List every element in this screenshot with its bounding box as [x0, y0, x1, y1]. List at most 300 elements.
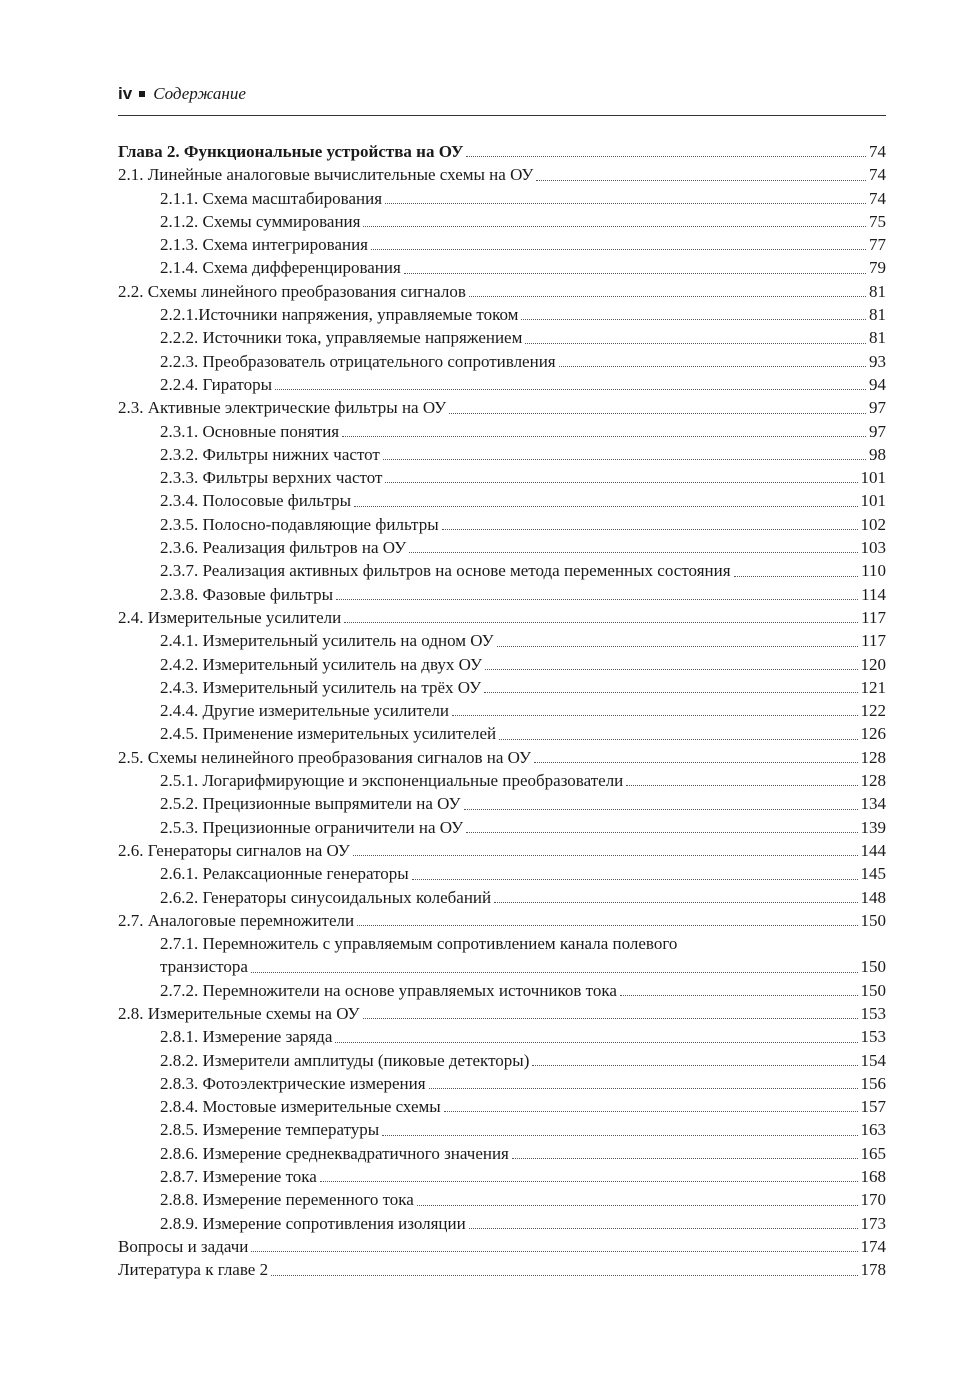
toc-entry-number: 2.5. [118, 747, 144, 767]
toc-item [118, 676, 886, 699]
toc-item [118, 699, 886, 722]
toc-entry[interactable] [118, 513, 886, 536]
toc-item [118, 187, 886, 210]
toc-entry-title: Другие измерительные усилители [202, 701, 450, 721]
toc-entry[interactable] [118, 769, 886, 792]
toc-entry-title: Аналоговые перемножители [147, 910, 355, 930]
toc-entry-title-continuation: транзистора [160, 957, 248, 977]
toc-entry-text [118, 1002, 360, 1025]
toc-page-number: 128 [860, 771, 886, 791]
toc-entry-text [118, 163, 533, 186]
toc-item [118, 629, 886, 652]
toc-item [118, 163, 886, 186]
toc-entry-title: Мостовые измерительные схемы [202, 1097, 441, 1117]
toc-page-number: 174 [860, 1236, 886, 1256]
dot-leader [342, 436, 866, 437]
toc-item [118, 1235, 886, 1258]
toc-item [118, 1212, 886, 1235]
toc-entry-text [160, 1188, 414, 1211]
dot-leader [429, 1088, 858, 1089]
dot-leader [442, 529, 858, 530]
toc-entry-title: Измерение заряда [202, 1027, 333, 1047]
toc-entry-number: 2.1.2. [160, 211, 199, 231]
toc-entry-number: 2.5.3. [160, 817, 199, 837]
toc-entry[interactable] [118, 629, 886, 652]
toc-item [118, 769, 886, 792]
toc-entry[interactable] [118, 326, 886, 349]
toc-item [118, 979, 886, 1002]
toc-entry-text [160, 816, 463, 839]
toc-entry-number: 2.8.9. [160, 1213, 199, 1233]
toc-item [118, 932, 886, 979]
toc-entry[interactable] [118, 373, 886, 396]
toc-item [118, 839, 886, 862]
toc-entry-number: 2.4. [118, 607, 144, 627]
toc-entry-number: 2.8.5. [160, 1120, 199, 1140]
toc-entry-number: 2.8. [118, 1003, 144, 1023]
toc-entry-number: 2.3.3. [160, 468, 199, 488]
toc-item [118, 1188, 886, 1211]
toc-page-number: 170 [860, 1190, 886, 1210]
toc-entry-number: 2.8.8. [160, 1190, 199, 1210]
toc-entry-text [118, 1258, 268, 1281]
toc-item [118, 886, 886, 909]
toc-page-number: 117 [861, 607, 886, 627]
toc-entry-number: 2.7.2. [160, 980, 199, 1000]
dot-leader [464, 809, 858, 810]
toc-entry-number: 2.4.1. [160, 631, 199, 651]
dot-leader [382, 1135, 857, 1136]
toc-item [118, 280, 886, 303]
dot-leader [385, 482, 857, 483]
dot-leader [532, 1065, 857, 1066]
toc-entry-title: Вопросы и задачи [118, 1236, 249, 1256]
toc-entry-title: Перемножитель с управляемым сопротивлением канала полевого [202, 934, 678, 954]
toc-entry-text [118, 746, 531, 769]
toc-entry[interactable] [118, 140, 886, 163]
toc-entry-number: 2.8.7. [160, 1167, 199, 1187]
toc-item [118, 256, 886, 279]
toc-entry-text [160, 326, 522, 349]
toc-entry-number: 2.1.1. [160, 188, 199, 208]
toc-entry[interactable] [118, 839, 886, 862]
toc-entry-title: Фильтры верхних частот [202, 468, 383, 488]
toc-entry-number: 2.6.2. [160, 887, 199, 907]
toc-page-number: 74 [869, 165, 886, 185]
toc-entry-title: Фазовые фильтры [202, 584, 334, 604]
page-number: iv [118, 84, 133, 103]
header-rule [118, 115, 886, 116]
toc-entry-text [118, 140, 463, 163]
toc-entry-text [160, 722, 496, 745]
toc-item [118, 233, 886, 256]
toc-entry[interactable] [118, 233, 886, 256]
toc-entry-number: 2.3.7. [160, 561, 199, 581]
toc-entry[interactable] [118, 676, 886, 699]
toc-page-number: 134 [860, 794, 886, 814]
dot-leader [626, 785, 857, 786]
toc-entry[interactable] [118, 559, 886, 582]
dot-leader [417, 1205, 858, 1206]
toc-entry[interactable] [118, 1235, 886, 1258]
toc-item [118, 606, 886, 629]
toc-entry[interactable] [118, 1165, 886, 1188]
toc-entry-title: Полосовые фильтры [202, 491, 352, 511]
dot-leader [499, 739, 857, 740]
toc-item [118, 466, 886, 489]
toc-entry[interactable] [118, 1049, 886, 1072]
toc-entry[interactable] [118, 583, 886, 606]
toc-entry-text [160, 559, 731, 582]
toc-entry[interactable] [118, 699, 886, 722]
toc-item [118, 420, 886, 443]
toc-entry[interactable] [118, 1025, 886, 1048]
toc-entry-text [160, 373, 272, 396]
dot-leader [512, 1158, 858, 1159]
toc-page-number: 74 [869, 142, 886, 161]
dot-leader [354, 506, 857, 507]
toc-entry-title: Генераторы сигналов на ОУ [147, 840, 350, 860]
toc-entry[interactable] [118, 210, 886, 233]
toc-entry-title: Прецизионные выпрямители на ОУ [202, 794, 461, 814]
table-of-contents [118, 140, 886, 1282]
toc-entry[interactable] [118, 816, 886, 839]
toc-page-number: 122 [860, 701, 886, 721]
toc-entry-title: Функциональные устройства на ОУ [183, 142, 464, 161]
toc-item [118, 653, 886, 676]
toc-page-number: 117 [861, 631, 886, 651]
toc-entry-number: 2.3.6. [160, 538, 199, 558]
toc-entry[interactable] [118, 443, 886, 466]
toc-entry-text [118, 606, 341, 629]
toc-entry-title: Измерение сопротивления изоляции [202, 1213, 466, 1233]
toc-entry-title: Схема интегрирования [202, 235, 369, 255]
dot-leader [363, 1018, 858, 1019]
toc-item [118, 396, 886, 419]
dot-leader [534, 762, 858, 763]
toc-entry-title: Генераторы синусоидальных колебаний [202, 887, 492, 907]
toc-entry-text [160, 676, 481, 699]
dot-leader [336, 599, 858, 600]
toc-entry[interactable] [118, 886, 886, 909]
toc-entry-text [160, 233, 368, 256]
dot-leader [320, 1181, 858, 1182]
dot-leader [494, 902, 857, 903]
toc-entry-text [160, 1212, 466, 1235]
toc-entry-title: Реализация активных фильтров на основе метода переменных состояния [202, 561, 731, 581]
toc-item [118, 746, 886, 769]
toc-entry-text [160, 1072, 426, 1095]
toc-entry-text [160, 303, 518, 326]
toc-item [118, 862, 886, 885]
toc-entry-number: 2.8.1. [160, 1027, 199, 1047]
dot-leader [466, 832, 857, 833]
toc-entry-number: 2.8.3. [160, 1073, 199, 1093]
toc-item [118, 1142, 886, 1165]
toc-entry-number: 2.6. [118, 840, 144, 860]
toc-entry-continuation[interactable] [118, 955, 886, 978]
toc-entry-title: Измерение температуры [202, 1120, 380, 1140]
dot-leader [466, 156, 866, 157]
toc-entry[interactable] [118, 1002, 886, 1025]
toc-entry[interactable] [118, 396, 886, 419]
toc-entry-text [160, 489, 351, 512]
toc-entry-text [160, 1025, 332, 1048]
toc-entry[interactable] [118, 187, 886, 210]
toc-item [118, 373, 886, 396]
running-header [118, 84, 886, 110]
toc-entry-number: 2.8.6. [160, 1143, 199, 1163]
toc-entry-text [160, 536, 406, 559]
dot-leader [469, 296, 866, 297]
toc-entry-text [160, 1142, 509, 1165]
toc-item [118, 816, 886, 839]
toc-entry-title: Измерительные схемы на ОУ [147, 1003, 360, 1023]
toc-page-number: 81 [869, 305, 886, 325]
toc-entry-text [160, 513, 439, 536]
dot-leader [469, 1228, 858, 1229]
toc-page-number: 121 [860, 677, 886, 697]
toc-page-number: 102 [860, 514, 886, 534]
toc-entry-title: Полосно-подавляющие фильтры [202, 514, 439, 534]
toc-entry[interactable] [118, 256, 886, 279]
toc-entry-title: Литература к главе 2 [118, 1260, 269, 1280]
toc-page-number: 173 [860, 1213, 886, 1233]
toc-entry[interactable] [118, 722, 886, 745]
toc-entry-text [160, 769, 623, 792]
toc-item [118, 210, 886, 233]
toc-entry-title: Релаксационные генераторы [202, 864, 409, 884]
toc-entry-title: Гираторы [202, 374, 273, 394]
dot-leader [525, 343, 866, 344]
toc-entry[interactable] [118, 1188, 886, 1211]
toc-entry-title: Измерительный усилитель на двух ОУ [202, 654, 483, 674]
toc-entry-title: Схемы суммирования [202, 211, 361, 231]
dot-leader [497, 646, 859, 647]
toc-entry-title: Линейные аналоговые вычислительные схемы на ОУ [147, 165, 534, 185]
toc-entry[interactable] [118, 466, 886, 489]
toc-page-number: 153 [860, 1003, 886, 1023]
toc-entry-title: Схемы линейного преобразования сигналов [147, 281, 466, 301]
toc-entry-number: 2.1. [118, 165, 144, 185]
toc-item [118, 303, 886, 326]
toc-page-number: 94 [869, 374, 886, 394]
toc-item [118, 536, 886, 559]
toc-page-number: 101 [860, 468, 886, 488]
toc-page-number: 153 [860, 1027, 886, 1047]
toc-entry[interactable] [118, 746, 886, 769]
toc-entry-title: Фотоэлектрические измерения [202, 1073, 426, 1093]
toc-entry-number: 2.4.3. [160, 677, 199, 697]
toc-page-number: 93 [869, 351, 886, 371]
dot-leader [485, 669, 857, 670]
toc-entry-number: 2.4.2. [160, 654, 199, 674]
toc-entry-text [160, 932, 677, 955]
toc-entry-text [160, 1165, 317, 1188]
toc-entry-title: Применение измерительных усилителей [202, 724, 497, 744]
dot-leader [404, 273, 866, 274]
toc-entry-title: Измерение среднеквадратичного значения [202, 1143, 509, 1163]
toc-entry-title: Прецизионные ограничители на ОУ [202, 817, 464, 837]
toc-entry-text [160, 979, 617, 1002]
toc-entry-number: 2.3. [118, 398, 144, 418]
toc-entry-text [160, 1095, 441, 1118]
toc-item [118, 1118, 886, 1141]
toc-entry-number: 2.1.3. [160, 235, 199, 255]
toc-item [118, 140, 886, 163]
toc-entry-title: Источники тока, управляемые напряжением [202, 328, 523, 348]
toc-entry-text [160, 792, 461, 815]
toc-entry[interactable] [118, 932, 886, 955]
toc-entry-title: Перемножители на основе управляемых источников тока [202, 980, 617, 1000]
toc-entry-number: 2.3.4. [160, 491, 199, 511]
toc-page-number: 168 [860, 1167, 886, 1187]
toc-entry-title: Схема масштабирования [202, 188, 383, 208]
toc-page-number: 144 [860, 840, 886, 860]
dot-leader [536, 180, 866, 181]
toc-entry-number: 2.5.2. [160, 794, 199, 814]
toc-entry-text [160, 443, 380, 466]
toc-page-number: 139 [860, 817, 886, 837]
toc-item [118, 792, 886, 815]
toc-entry-text [118, 909, 354, 932]
section-title: Содержание [153, 84, 246, 103]
toc-page-number: 114 [861, 584, 886, 604]
toc-entry-title: Активные электрические фильтры на ОУ [147, 398, 447, 418]
dot-leader [484, 692, 857, 693]
toc-page-number: 126 [860, 724, 886, 744]
toc-entry[interactable] [118, 1072, 886, 1095]
toc-page-number: 178 [860, 1260, 886, 1280]
dot-leader [335, 1042, 857, 1043]
toc-page-number: 74 [869, 188, 886, 208]
toc-entry-title: Фильтры нижних частот [202, 444, 380, 464]
toc-entry[interactable] [118, 1258, 886, 1281]
toc-entry-title: Схемы нелинейного преобразования сигналов на ОУ [147, 747, 531, 767]
toc-page-number: 157 [860, 1097, 886, 1117]
toc-entry-text [118, 839, 350, 862]
toc-entry-text [160, 466, 382, 489]
toc-entry-title: Логарифмирующие и экспоненциальные преобразователи [202, 771, 624, 791]
dot-leader [734, 576, 859, 577]
toc-entry-text [160, 583, 333, 606]
toc-entry-text [118, 396, 446, 419]
toc-page-number: 150 [860, 910, 886, 930]
dot-leader [363, 226, 866, 227]
toc-entry[interactable] [118, 303, 886, 326]
toc-page-number: 97 [869, 398, 886, 418]
toc-entry-title: Реализация фильтров на ОУ [202, 538, 407, 558]
toc-page-number: 97 [869, 421, 886, 441]
toc-entry[interactable] [118, 536, 886, 559]
toc-page-number: 75 [869, 211, 886, 231]
toc-entry-title: Источники напряжения, управляемые током [198, 305, 519, 325]
toc-entry-text [160, 862, 409, 885]
toc-page-number: 110 [861, 561, 886, 581]
toc-page-number: 81 [869, 281, 886, 301]
toc-entry[interactable] [118, 979, 886, 1002]
toc-entry-number: 2.2.2. [160, 328, 199, 348]
toc-entry-number: 2.3.1. [160, 421, 199, 441]
toc-entry-number: 2.2.3. [160, 351, 199, 371]
toc-entry[interactable] [118, 489, 886, 512]
toc-item [118, 909, 886, 932]
toc-item [118, 559, 886, 582]
toc-entry[interactable] [118, 350, 886, 373]
toc-entry-text [160, 210, 360, 233]
toc-entry[interactable] [118, 862, 886, 885]
toc-entry[interactable] [118, 280, 886, 303]
toc-page-number: 120 [860, 654, 886, 674]
toc-entry-number: 2.7.1. [160, 934, 199, 954]
dot-leader [620, 995, 858, 996]
toc-entry-number: Глава 2. [118, 142, 180, 161]
toc-page-number: 148 [860, 887, 886, 907]
toc-entry[interactable] [118, 909, 886, 932]
toc-entry[interactable] [118, 420, 886, 443]
toc-page-number: 145 [860, 864, 886, 884]
toc-entry-text [160, 420, 339, 443]
toc-entry[interactable] [118, 653, 886, 676]
dot-leader [353, 855, 858, 856]
dot-leader [444, 1111, 858, 1112]
toc-item [118, 1072, 886, 1095]
toc-entry[interactable] [118, 606, 886, 629]
toc-page-number: 163 [860, 1120, 886, 1140]
toc-entry-text [160, 1049, 529, 1072]
toc-entry[interactable] [118, 1212, 886, 1235]
toc-entry[interactable] [118, 163, 886, 186]
toc-item [118, 1165, 886, 1188]
toc-entry-number: 2.3.2. [160, 444, 199, 464]
toc-item [118, 443, 886, 466]
toc-item [118, 1258, 886, 1281]
toc-entry-title: Измерительный усилитель на трёх ОУ [202, 677, 482, 697]
toc-entry[interactable] [118, 1118, 886, 1141]
toc-entry-text [160, 653, 482, 676]
dot-leader [275, 389, 866, 390]
toc-entry-number: 2.3.5. [160, 514, 199, 534]
toc-entry-text [160, 699, 449, 722]
toc-entry-number: 2.2. [118, 281, 144, 301]
toc-entry[interactable] [118, 1142, 886, 1165]
toc-page-number: 103 [860, 538, 886, 558]
toc-entry-number: 2.7. [118, 910, 144, 930]
toc-entry-title: Измерение тока [202, 1167, 317, 1187]
dot-leader [251, 972, 858, 973]
dot-leader [521, 319, 866, 320]
toc-page-number: 150 [860, 980, 886, 1000]
dot-leader [271, 1275, 857, 1276]
toc-entry-text [160, 350, 556, 373]
toc-entry[interactable] [118, 1095, 886, 1118]
toc-entry-text [160, 886, 491, 909]
dot-leader [412, 879, 858, 880]
toc-entry-title: Измерение переменного тока [202, 1190, 414, 1210]
toc-item [118, 326, 886, 349]
toc-entry-text [118, 1235, 248, 1258]
toc-entry-text [118, 280, 466, 303]
toc-item [118, 1095, 886, 1118]
toc-item [118, 1002, 886, 1025]
toc-entry-title: Измерители амплитуды (пиковые детекторы) [202, 1050, 530, 1070]
toc-entry-number: 2.2.1. [160, 305, 199, 325]
square-bullet-icon [139, 91, 145, 97]
toc-page-number: 101 [860, 491, 886, 511]
toc-entry-text [160, 629, 494, 652]
toc-entry[interactable] [118, 792, 886, 815]
dot-leader [385, 203, 866, 204]
